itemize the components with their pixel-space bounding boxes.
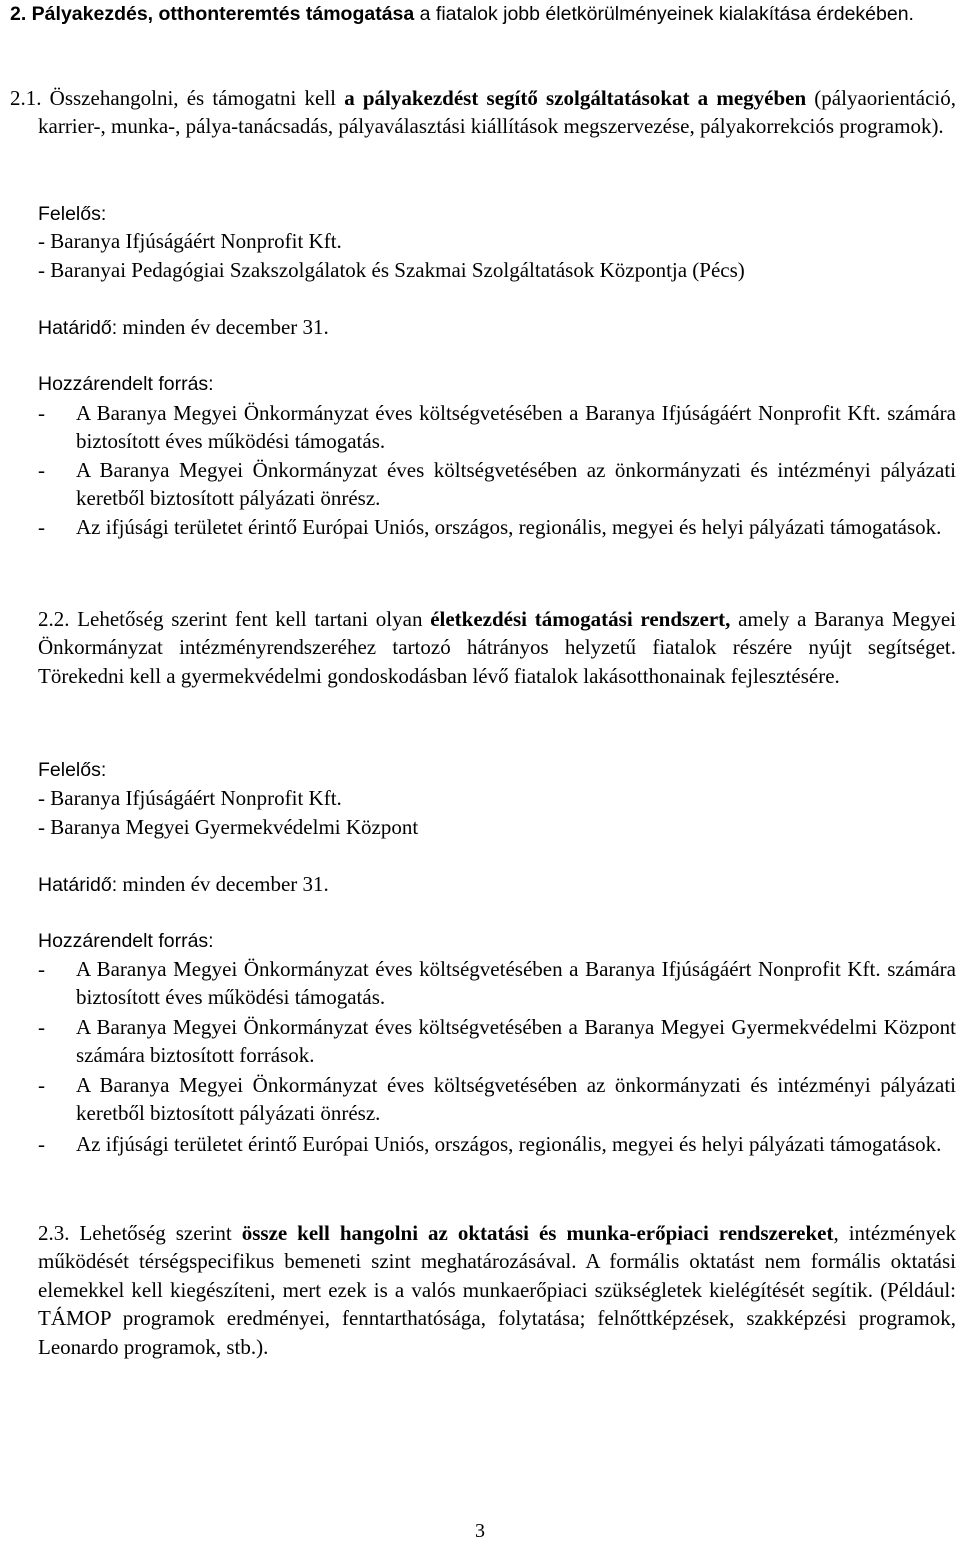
paragraph-text: Lehetőség szerint fent kell tartani olyan: [69, 607, 431, 631]
paragraph-number: 2.1.: [10, 86, 42, 110]
hatarido-label: Határidő:: [38, 874, 118, 896]
felelos-item: - Baranyai Pedagógiai Szakszolgálatok és Szakmai Szolgáltatások Központja (Pécs): [38, 258, 745, 282]
forras-item-text: A Baranya Megyei Önkormányzat éves költségvetésében a Baranya Megyei Gyermekvédelmi Központ számára biztosított források.: [76, 1015, 956, 1068]
paragraph-number: 2.3.: [38, 1221, 70, 1245]
felelos-item: - Baranya Ifjúságáért Nonprofit Kft.: [38, 229, 342, 253]
forras-item: - A Baranya Megyei Önkormányzat éves költségvetésében a Baranya Ifjúságáért Nonprofit Kft. számára biztosított éves működési támogatás.: [38, 401, 956, 454]
paragraph-2-3: [38, 1219, 956, 1361]
felelos-item: - Baranya Megyei Gyermekvédelmi Központ: [38, 815, 419, 839]
felelos-item: - Baranya Ifjúságáért Nonprofit Kft.: [38, 786, 342, 810]
paragraph-emphasis: össze kell hangolni az oktatási és munka-erőpiaci rendszereket: [241, 1221, 834, 1245]
forras-item-text: A Baranya Megyei Önkormányzat éves költségvetésében az önkormányzati és intézményi pályázati keretből biztosított pályázati önrész.: [76, 458, 956, 511]
hatarido-value: minden év december 31.: [117, 872, 329, 896]
forras-label: Hozzárendelt forrás:: [38, 373, 214, 395]
forras-label: Hozzárendelt forrás:: [38, 930, 214, 952]
forras-item: - Az ifjúsági területet érintő Európai Uniós, országos, regionális, megyei és helyi pályázati támogatások.: [38, 1132, 942, 1156]
section-heading-title: 2. Pályakezdés, otthonteremtés támogatása: [10, 3, 415, 25]
forras-item: - A Baranya Megyei Önkormányzat éves költségvetésében az önkormányzati és intézményi pályázati keretből biztosított pályázati önrész.: [38, 1073, 956, 1126]
forras-item-text: Az ifjúsági területet érintő Európai Uniós, országos, regionális, megyei és helyi pályázati támogatások.: [76, 515, 942, 539]
forras-item-text: Az ifjúsági területet érintő Európai Uniós, országos, regionális, megyei és helyi pályázati támogatások.: [76, 1132, 942, 1156]
forras-item-text: A Baranya Megyei Önkormányzat éves költségvetésében a Baranya Ifjúságáért Nonprofit Kft. számára biztosított éves működési támogatás.: [76, 957, 956, 1010]
paragraph-text: , intézmények működését térségspecifikus bemeneti szint meghatározásával. A formális oktatást nem formális oktatási elemekkel kell kiegészíteni, mert ezek is a valós munkaerőpiaci szükségletek kielégítését segítik. (Például: TÁMOP programok eredményei, fenntarthatósága, folytatása; felnőttképzések, szakképzési programok, Leonardo programok, stb.).: [38, 1221, 956, 1359]
hatarido-label: Határidő:: [38, 317, 118, 339]
forras-item-text: A Baranya Megyei Önkormányzat éves költségvetésében a Baranya Ifjúságáért Nonprofit Kft. számára biztosított éves működési támogatás.: [76, 401, 956, 454]
felelos-label: Felelős:: [38, 203, 107, 225]
page-number: 3: [475, 1520, 485, 1542]
paragraph-text: (pályaorientáció, karrier-, munka-, pálya-tanácsadás, pályaválasztási kiállítások megszervezése, pályakorrekciós programok).: [38, 86, 956, 139]
forras-item: - A Baranya Megyei Önkormányzat éves költségvetésében a Baranya Ifjúságáért Nonprofit Kft. számára biztosított éves működési támogatás.: [38, 957, 956, 1010]
forras-item: - Az ifjúsági területet érintő Európai Uniós, országos, regionális, megyei és helyi pályázati támogatások.: [38, 515, 942, 539]
paragraph-text: amely a Baranya Megyei Önkormányzat intézményrendszeréhez tartozó hátrányos helyzetű fiatalok részére nyújt segítséget. Törekedni kell a gyermekvédelmi gondoskodásban lévő fiatalok lakásotthonainak fejlesztésére.: [38, 607, 956, 688]
felelos-label: Felelős:: [38, 759, 107, 781]
paragraph-emphasis: életkezdési támogatási rendszert,: [430, 607, 731, 631]
forras-item-text: A Baranya Megyei Önkormányzat éves költségvetésében az önkormányzati és intézményi pályázati keretből biztosított pályázati önrész.: [76, 1073, 956, 1126]
hatarido-line: [38, 870, 329, 899]
section-heading-rest: a fiatalok jobb életkörülményeinek kialakítása érdekében.: [414, 3, 914, 25]
paragraph-text: Lehetőség szerint: [69, 1221, 242, 1245]
hatarido-line: [38, 313, 329, 342]
hatarido-value: minden év december 31.: [117, 315, 329, 339]
paragraph-2-1: [10, 84, 956, 141]
paragraph-text: Összehangolni, és támogatni kell: [41, 86, 345, 110]
forras-item: - A Baranya Megyei Önkormányzat éves költségvetésében az önkormányzati és intézményi pályázati keretből biztosított pályázati önrész.: [38, 458, 956, 511]
paragraph-emphasis: a pályakezdést segítő szolgáltatásokat a megyében: [344, 86, 807, 110]
section-heading: [10, 0, 955, 28]
forras-item: - A Baranya Megyei Önkormányzat éves költségvetésében a Baranya Megyei Gyermekvédelmi Központ számára biztosított források.: [38, 1015, 956, 1068]
paragraph-number: 2.2.: [38, 607, 70, 631]
paragraph-2-2: [38, 605, 956, 690]
